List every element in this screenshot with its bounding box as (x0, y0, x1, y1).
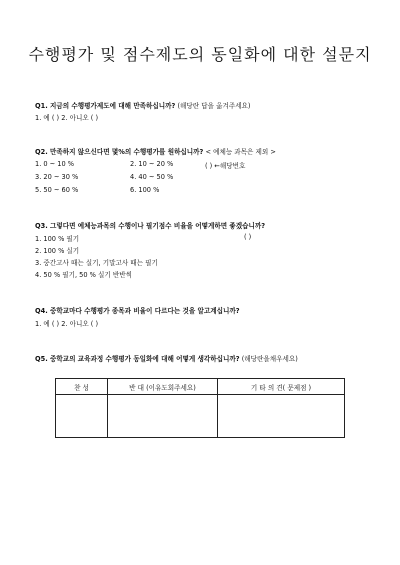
question-2 (35, 146, 276, 156)
question-3-option-4[interactable]: 4. 50 % 필기, 50 % 실기 반반씩 (35, 271, 132, 279)
question-5-note: (해당란을채우세요) (241, 355, 298, 363)
question-2-option-4[interactable]: 4. 40 ~ 50 % (130, 173, 174, 181)
question-4-text: Q4. 중학교마다 수행평가 종목과 비율이 다르다는 것을 알고계십니까? (35, 307, 240, 315)
cell-agree[interactable] (56, 395, 108, 438)
question-2-option-3[interactable]: 3. 20 ~ 30 % (35, 173, 79, 181)
question-1-note: (해당란 답을 옮겨주세요) (177, 102, 251, 110)
question-2-note: < 예체능 과목은 제외 > (205, 148, 276, 156)
question-2-option-5[interactable]: 5. 50 ~ 60 % (35, 186, 79, 194)
question-1-text: Q1. 지금의 수행평가제도에 대해 만족하십니까? (35, 102, 176, 110)
question-4-options[interactable]: 1. 예 ( ) 2. 아니오 ( ) (35, 320, 99, 328)
question-1-options[interactable]: 1. 예 ( ) 2. 아니오 ( ) (35, 114, 99, 122)
question-5-text: Q5. 중학교의 교육과정 수행평가 동일화에 대해 어떻게 생각하십니까? (35, 355, 240, 363)
header-agree: 찬 성 (56, 379, 108, 395)
question-4 (35, 305, 240, 315)
page-title: 수행평가 및 점수제도의 동일화에 대한 설문지 (28, 45, 372, 64)
question-3-option-3[interactable]: 3. 중간고사 때는 실기, 기말고사 때는 필기 (35, 259, 158, 267)
question-2-text: Q2. 만족하지 않으신다면 몇%의 수행평가를 원하십니까? (35, 148, 204, 156)
cell-disagree[interactable] (108, 395, 218, 438)
question-3-answer[interactable]: ( ) (244, 233, 252, 241)
header-disagree: 반 대 (이유도회주세요) (108, 379, 218, 395)
cell-other-opinion[interactable] (218, 395, 345, 438)
question-3-text: Q3. 그렇다면 예체능과목의 수행이나 필기점수 비율을 어떻게하면 좋겠습니까? (35, 222, 266, 230)
question-2-option-1[interactable]: 1. 0 ~ 10 % (35, 160, 75, 168)
question-2-option-6[interactable]: 6. 100 % (130, 186, 160, 194)
opinion-table (55, 378, 345, 438)
question-3-option-2[interactable]: 2. 100 % 실기 (35, 247, 80, 255)
question-3 (35, 220, 265, 230)
question-2-answer[interactable]: ( ) ←해당번호 (205, 162, 246, 170)
question-2-option-2[interactable]: 2. 10 ~ 20 % (130, 160, 174, 168)
question-5 (35, 353, 298, 363)
question-1 (35, 100, 251, 110)
question-3-option-1[interactable]: 1. 100 % 필기 (35, 235, 80, 243)
header-other-opinion: 기 타 의 견( 문제점 ) (218, 379, 345, 395)
